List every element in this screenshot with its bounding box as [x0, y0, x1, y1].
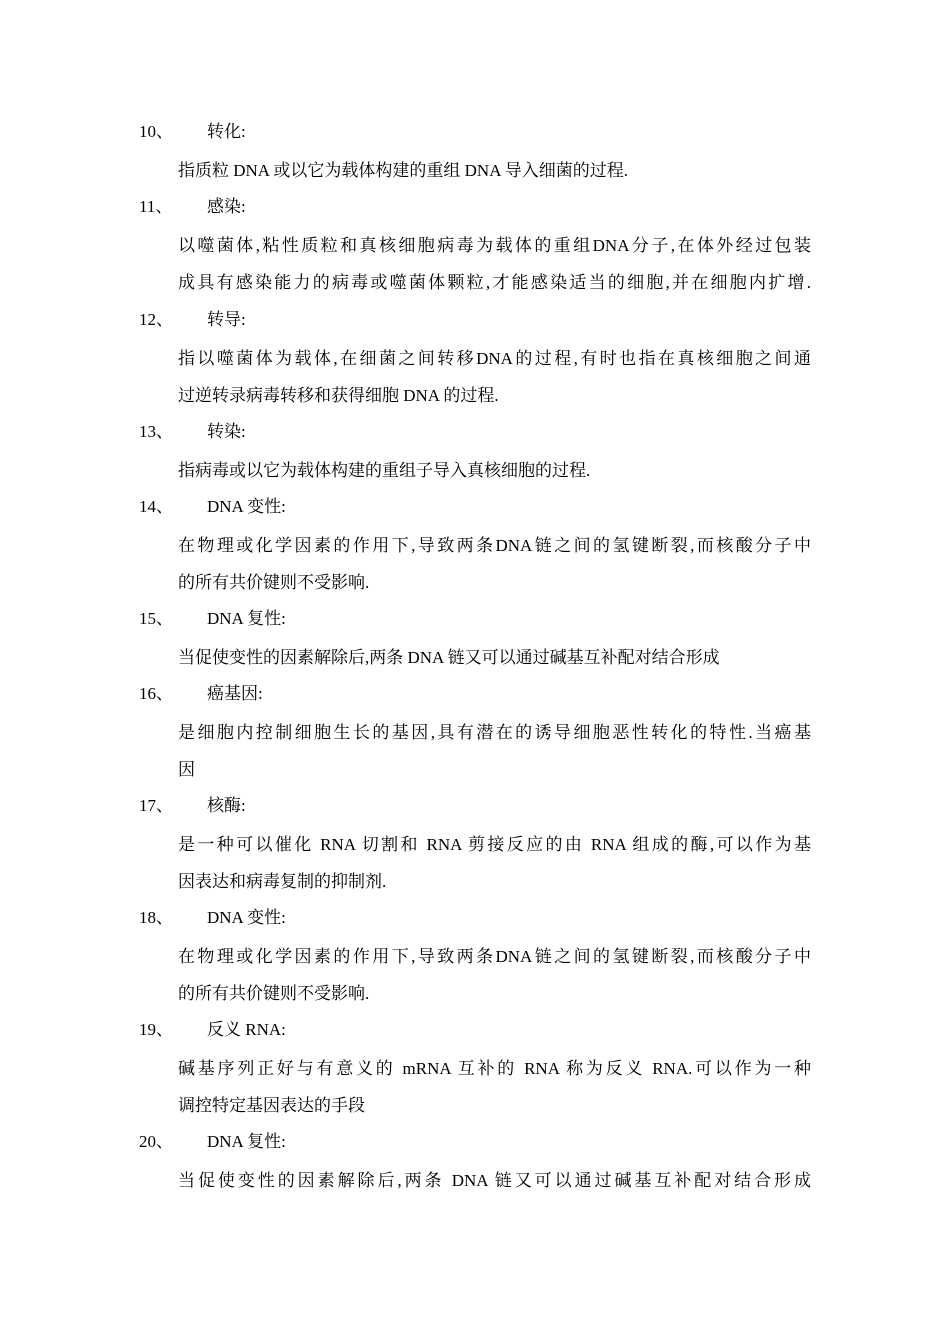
definition: [178, 1162, 811, 1199]
entry-number: 16、: [139, 684, 173, 703]
definition-line: 指病毒或以它为载体构建的重组子导入真核细胞的过程.: [178, 461, 591, 480]
term-title: 反义 RNA:: [207, 1020, 286, 1039]
term-heading: [0, 605, 950, 633]
definition: [178, 452, 811, 489]
term-heading: [0, 1128, 950, 1156]
definition-line: 当促使变性的因素解除后,两条 DNA 链又可以通过碱基互补配对结合形成: [178, 648, 720, 667]
term-heading: [0, 306, 950, 334]
term-heading: [0, 792, 950, 820]
definition-line: 是一种可以催化 RNA 切割和 RNA 剪接反应的由 RNA 组成的酶,可以作为基: [178, 835, 811, 854]
definition-line: 成具有感染能力的病毒或噬菌体颗粒,才能感染适当的细胞,并在细胞内扩增.: [178, 273, 811, 292]
term-title: DNA 复性:: [207, 609, 286, 628]
term-heading: [0, 680, 950, 708]
term-title: 癌基因:: [207, 684, 263, 703]
definition-line: 的所有共价键则不受影响.: [178, 984, 370, 1003]
definition: [178, 152, 811, 189]
term-heading: [0, 118, 950, 146]
term-title: DNA 变性:: [207, 497, 286, 516]
definition: [178, 1050, 811, 1124]
definition-line: 过逆转录病毒转移和获得细胞 DNA 的过程.: [178, 386, 499, 405]
entry-number: 11、: [139, 197, 173, 216]
entry-number: 15、: [139, 609, 173, 628]
term-title: 转染:: [207, 422, 246, 441]
definition-line: 指以噬菌体为载体,在细菌之间转移DNA的过程,有时也指在真核细胞之间通: [178, 349, 811, 368]
definition-line: 在物理或化学因素的作用下,导致两条DNA链之间的氢键断裂,而核酸分子中: [178, 947, 811, 966]
definition: [178, 227, 811, 301]
definition-line: 的所有共价键则不受影响.: [178, 573, 370, 592]
definition: [178, 639, 811, 676]
term-heading: [0, 493, 950, 521]
definition-line: 指质粒 DNA 或以它为载体构建的重组 DNA 导入细菌的过程.: [178, 161, 629, 180]
term-title: 感染:: [207, 197, 246, 216]
term-heading: [0, 1016, 950, 1044]
term-heading: [0, 193, 950, 221]
definition-line: 以噬菌体,粘性质粒和真核细胞病毒为载体的重组DNA分子,在体外经过包装: [178, 236, 811, 255]
entry-number: 14、: [139, 497, 173, 516]
term-title: 转导:: [207, 310, 246, 329]
definition-line: 因表达和病毒复制的抑制剂.: [178, 872, 387, 891]
term-heading: [0, 418, 950, 446]
entry-number: 13、: [139, 422, 173, 441]
term-title: 核酶:: [207, 796, 246, 815]
definition: [178, 826, 811, 900]
term-title: DNA 复性:: [207, 1132, 286, 1151]
definition-line: 在物理或化学因素的作用下,导致两条DNA链之间的氢键断裂,而核酸分子中: [178, 536, 811, 555]
term-heading: [0, 904, 950, 932]
definition-line: 因: [178, 760, 195, 779]
entry-number: 20、: [139, 1132, 173, 1151]
entry-number: 12、: [139, 310, 173, 329]
definition: [178, 714, 811, 788]
definition-line: 调控特定基因表达的手段: [178, 1096, 365, 1115]
definition-line: 是细胞内控制细胞生长的基因,具有潜在的诱导细胞恶性转化的特性.当癌基: [178, 723, 811, 742]
entry-number: 10、: [139, 122, 173, 141]
term-title: DNA 变性:: [207, 908, 286, 927]
definition: [178, 340, 811, 414]
definition: [178, 527, 811, 601]
entry-number: 18、: [139, 908, 173, 927]
entry-number: 19、: [139, 1020, 173, 1039]
definition-line: 当促使变性的因素解除后,两条 DNA 链又可以通过碱基互补配对结合形成: [178, 1171, 811, 1190]
definition: [178, 938, 811, 1012]
term-title: 转化:: [207, 122, 246, 141]
entry-number: 17、: [139, 796, 173, 815]
definition-line: 碱基序列正好与有意义的 mRNA 互补的 RNA 称为反义 RNA.可以作为一种: [178, 1059, 811, 1078]
